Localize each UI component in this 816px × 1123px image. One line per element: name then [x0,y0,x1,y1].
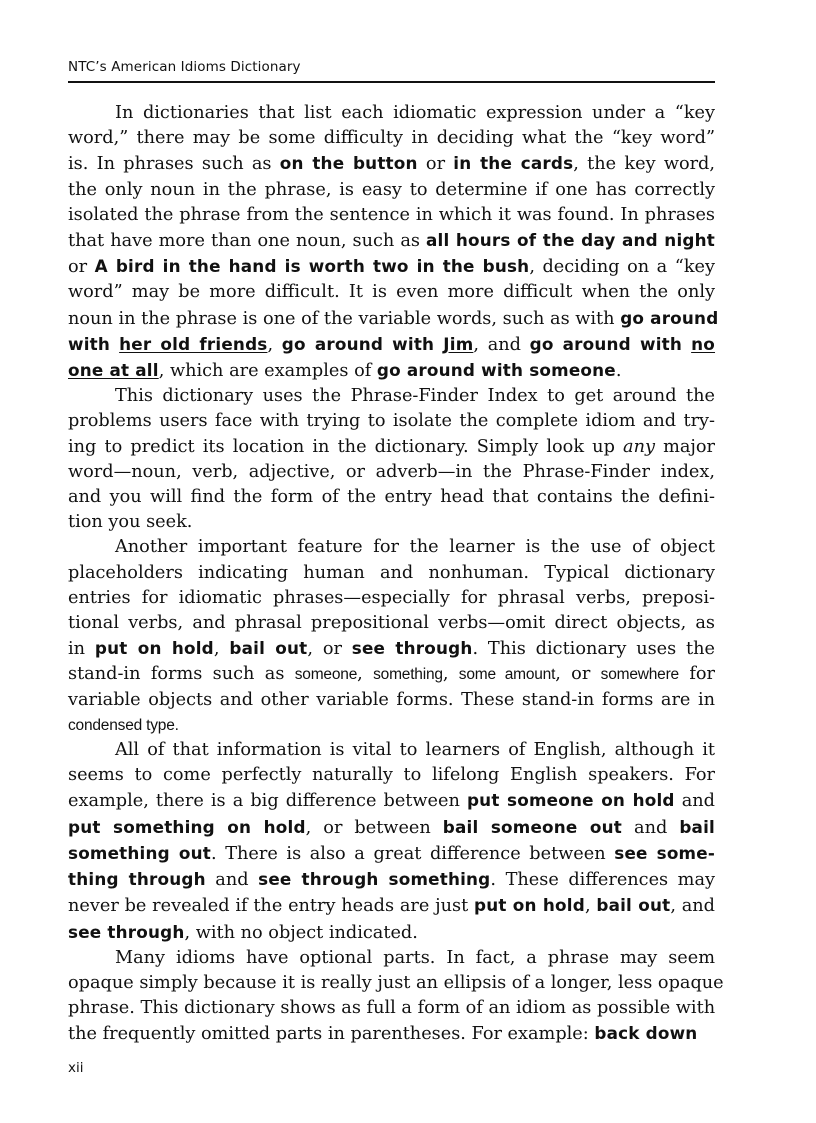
text-run: This dictionary uses the Phrase-Finder Index to get around the [115,386,715,407]
text-run: word—noun, verb, adjective, or adverb—in the Phrase-Finder index, [68,461,715,482]
text-run: All of that information is vital to learners of English, although it [115,740,715,761]
placeholder-term: some amount [458,666,556,684]
idiom-headword: bail out [596,895,671,916]
text-line [68,332,715,358]
text-line [68,435,715,460]
text-line [68,101,715,126]
placeholder-term: somewhere [600,666,679,684]
idiom-variable-word: Jim [443,333,474,354]
text-run: or [68,257,95,278]
text-line [68,409,715,434]
text-run: entries for idiomatic phrases—especially for phrasal verbs, preposi- [68,587,715,608]
idiom-headword: put on hold [94,638,214,659]
text-run: , and [473,334,530,355]
paragraph [68,946,724,1048]
text-run: for [678,664,715,685]
paragraph [68,384,715,535]
text-run: and [622,817,680,838]
text-line [68,841,715,867]
emphasis-text: any [623,436,655,457]
text-line [68,178,715,203]
text-run: that have more than one noun, such as [68,231,426,252]
text-run: in [68,639,95,660]
text-run: , or between [305,817,443,838]
idiom-headword: put someone on hold [466,790,675,811]
body-text [68,101,724,1048]
text-line [68,815,715,841]
text-run: opaque simply because it is really just an ellipsis of a longer, less opaque [68,972,724,993]
idiom-headword: bail out [229,638,308,659]
idiom-headword: see some- [614,842,715,863]
paragraph [68,535,715,738]
idiom-headword: see through [351,638,473,659]
text-line [68,636,715,662]
running-head: NTC’s American Idioms Dictionary [68,59,301,75]
text-run: and [205,870,259,891]
text-line [68,713,715,738]
text-line [68,662,715,687]
header-rule [68,81,715,83]
placeholder-term: condensed type. [68,716,179,734]
idiom-variable-word: one at all [68,360,159,381]
text-line [68,893,715,919]
text-run: , and [670,896,715,917]
idiom-headword: see through [68,921,185,942]
text-line [68,920,715,946]
text-run: major [654,436,715,457]
text-line [68,946,715,971]
text-run: stand-in forms such as [68,664,295,685]
text-run: Another important feature for the learner is the use of object [115,537,715,558]
text-run: word” may be more difficult. It is even more difficult when the only [68,282,715,303]
text-run: , [267,334,282,355]
idiom-headword: go around with [281,333,444,354]
idiom-headword: bail someone out [442,816,623,837]
text-line [68,228,715,254]
idiom-variable-word: her old friends [119,333,268,354]
text-line [68,586,715,611]
text-line [68,1021,715,1047]
text-run: isolated the phrase from the sentence in which it was found. In phrases [68,204,715,225]
text-line [68,306,719,332]
text-line [68,611,715,636]
page-number: xii [68,1060,84,1076]
text-run: never be revealed if the entry heads are just [68,896,474,917]
idiom-headword: A bird in the hand is worth two in the bush [94,256,530,277]
text-line [68,561,715,586]
idiom-headword: go around with [529,333,692,354]
idiom-headword: go around [620,307,719,328]
text-run: variable objects and other variable forms. These stand-in forms are in [68,689,715,710]
text-run: and you will find the form of the entry head that contains the defini- [68,487,715,508]
idiom-headword: in the cards [453,153,574,174]
text-line [68,151,715,177]
text-line [68,996,715,1021]
text-line [68,460,715,485]
text-run: phrase. This dictionary shows as full a form of an idiom as possible with [68,998,716,1019]
text-run: , or [555,664,601,685]
text-line [68,688,715,713]
text-run: , which are examples of [158,361,377,382]
text-run: word,” there may be some difficulty in deciding what the “key word” [68,128,715,149]
placeholder-term: someone [294,666,358,684]
text-run: , or [307,639,352,660]
text-line [68,358,715,384]
idiom-headword: thing through [68,869,206,890]
text-run: ing to predict its location in the dictionary. Simply look up [68,436,624,457]
text-run: the frequently omitted parts in parentheses. For example: [68,1024,595,1045]
idiom-headword: all hours of the day and night [426,230,715,251]
text-line [68,535,715,560]
text-line [68,126,715,151]
paragraph [68,738,715,946]
idiom-headword: go around with someone [376,360,616,381]
text-line [68,384,715,409]
text-run: . There is also a great difference between [211,843,615,864]
text-run: seems to come perfectly naturally to lifelong English speakers. For [68,765,715,786]
text-line [68,254,715,280]
text-run: , [213,639,230,660]
text-run: , [357,664,374,685]
text-run: , [584,896,597,917]
text-run: . These differences may [490,870,715,891]
text-run: In dictionaries that list each idiomatic expression under a “key [115,103,715,123]
text-run: noun in the phrase is one of the variable words, such as with [68,308,621,329]
text-run: is. In phrases such as [68,154,280,175]
text-run: placeholders indicating human and nonhuman. Typical dictionary [68,562,715,583]
text-line [68,510,715,535]
text-run: . This dictionary uses the [472,639,716,660]
text-run: , [442,664,459,685]
text-run: tion you seek. [68,512,193,533]
idiom-headword: on the button [279,153,418,174]
text-run: the only noun in the phrase, is easy to determine if one has correctly [68,179,715,200]
idiom-headword: something out [68,842,211,863]
text-line [68,763,715,788]
text-run: , the key word, [573,154,716,175]
text-line [68,971,724,996]
text-run: , deciding on a “key [529,257,715,278]
idiom-headword: back down [594,1023,698,1044]
text-line [68,788,715,814]
idiom-headword: bail [679,816,715,837]
idiom-variable-word: no [691,333,716,354]
text-run: . [615,361,622,382]
text-line [68,485,715,510]
text-run: example, there is a big difference between [68,791,467,812]
text-line [68,203,715,228]
text-run: Many idioms have optional parts. In fact, a phrase may seem [115,947,715,968]
idiom-headword: put on hold [474,895,585,916]
text-run: tional verbs, and phrasal prepositional verbs—omit direct objects, as [68,613,715,634]
paragraph [68,101,719,384]
text-run: and [674,791,715,812]
text-line [68,738,715,763]
text-line [68,867,715,893]
text-run: , with no object indicated. [184,922,418,943]
idiom-headword: with [68,333,120,354]
placeholder-term: something [373,666,443,684]
idiom-headword: see through something [258,869,491,890]
text-line [68,280,715,305]
text-run: or [417,154,454,175]
text-run: problems users face with trying to isolate the complete idiom and try- [68,411,715,432]
idiom-headword: put something on hold [68,816,306,837]
